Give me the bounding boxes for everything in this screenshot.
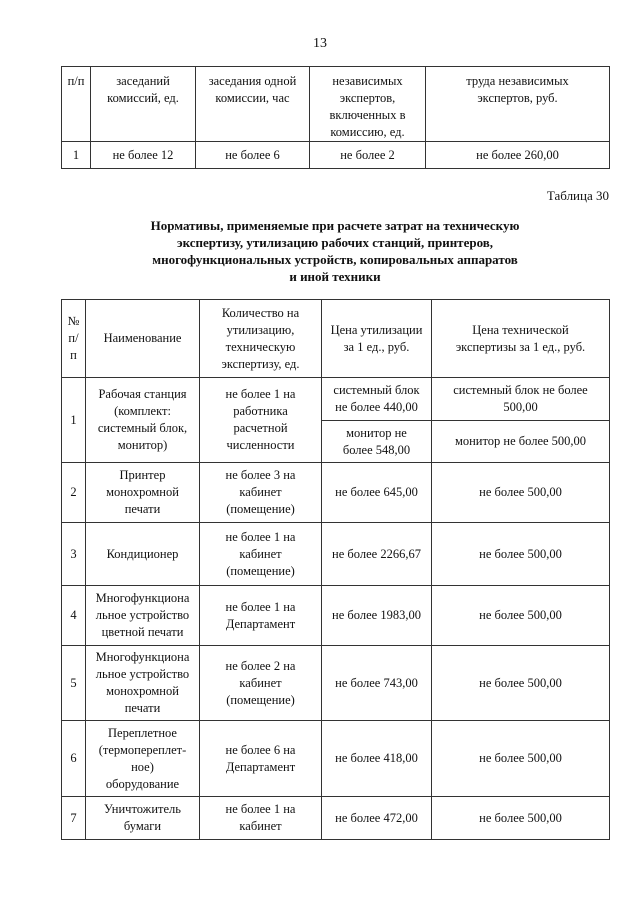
item-name: Переплетное (термопереплет- ное) оборудование xyxy=(86,721,200,797)
row-number: 7 xyxy=(62,797,86,840)
norms-table xyxy=(61,299,610,840)
table-row xyxy=(62,797,610,840)
header-cell: независимых экспертов, включенных в комиссию, ед. xyxy=(310,67,426,142)
header-cell: № п/ п xyxy=(62,300,86,378)
disposal-price-cell: не более 1983,00 xyxy=(322,586,432,646)
table-row xyxy=(62,142,610,169)
row-number: 4 xyxy=(62,586,86,646)
expertise-price-cell: не более 500,00 xyxy=(432,586,610,646)
row-number: 1 xyxy=(62,142,91,169)
disposal-price-cell: не более 472,00 xyxy=(322,797,432,840)
expertise-price-cell: не более 500,00 xyxy=(432,463,610,523)
header-cell: заседания одной комиссии, час xyxy=(196,67,310,142)
quantity-cell: не более 6 на Департамент xyxy=(200,721,322,797)
row-number: 6 xyxy=(62,721,86,797)
disposal-price-cell: не более 645,00 xyxy=(322,463,432,523)
page-number: 13 xyxy=(313,36,327,51)
table-row xyxy=(62,523,610,586)
table-header-row xyxy=(62,67,610,142)
quantity-cell: не более 1 на кабинет xyxy=(200,797,322,840)
item-name: Многофункциона льное устройство цветной печати xyxy=(86,586,200,646)
table-cell: не более 260,00 xyxy=(426,142,610,169)
header-cell: Наименование xyxy=(86,300,200,378)
item-name: Принтер монохромной печати xyxy=(86,463,200,523)
row-number: 1 xyxy=(62,378,86,463)
header-cell: Цена технической экспертизы за 1 ед., руб. xyxy=(432,300,610,378)
table-cell: не более 2 xyxy=(310,142,426,169)
item-name: Уничтожитель бумаги xyxy=(86,797,200,840)
table-label: Таблица 30 xyxy=(546,188,609,203)
disposal-price-cell: системный блок не более 440,00 xyxy=(322,378,432,421)
table-row xyxy=(62,378,610,421)
item-name: Многофункциона льное устройство монохромной печати xyxy=(86,646,200,721)
top-continuation-table xyxy=(61,66,610,169)
expertise-price-cell: не более 500,00 xyxy=(432,721,610,797)
table-row xyxy=(62,463,610,523)
disposal-price-cell: монитор не более 548,00 xyxy=(322,421,432,463)
quantity-cell: не более 2 на кабинет (помещение) xyxy=(200,646,322,721)
header-cell: Цена утилизации за 1 ед., руб. xyxy=(322,300,432,378)
disposal-price-cell: не более 418,00 xyxy=(322,721,432,797)
expertise-price-cell: не более 500,00 xyxy=(432,523,610,586)
item-name: Рабочая станция (комплект: системный блок, монитор) xyxy=(86,378,200,463)
item-name: Кондиционер xyxy=(86,523,200,586)
expertise-price-cell: монитор не более 500,00 xyxy=(432,421,610,463)
quantity-cell: не более 3 на кабинет (помещение) xyxy=(200,463,322,523)
row-number: 3 xyxy=(62,523,86,586)
row-number: 2 xyxy=(62,463,86,523)
header-cell: труда независимых экспертов, руб. xyxy=(426,67,610,142)
row-number: 5 xyxy=(62,646,86,721)
table-cell: не более 12 xyxy=(91,142,196,169)
disposal-price-cell: не более 2266,67 xyxy=(322,523,432,586)
disposal-price-cell: не более 743,00 xyxy=(322,646,432,721)
quantity-cell: не более 1 на кабинет (помещение) xyxy=(200,523,322,586)
table-header-row xyxy=(62,300,610,378)
expertise-price-cell: не более 500,00 xyxy=(432,797,610,840)
table-row xyxy=(62,586,610,646)
quantity-cell: не более 1 на работника расчетной численности xyxy=(200,378,322,463)
expertise-price-cell: системный блок не более 500,00 xyxy=(432,378,610,421)
table-row xyxy=(62,646,610,721)
header-cell: заседаний комиссий, ед. xyxy=(91,67,196,142)
table-title: Нормативы, применяемые при расчете затрат на техническую экспертизу, утилизацию рабочих станций, принтеров, многофункциональных устройств, копировальных аппаратов и иной техники xyxy=(150,218,520,284)
expertise-price-cell: не более 500,00 xyxy=(432,646,610,721)
table-cell: не более 6 xyxy=(196,142,310,169)
header-cell: Количество на утилизацию, техническую экспертизу, ед. xyxy=(200,300,322,378)
table-row xyxy=(62,721,610,797)
quantity-cell: не более 1 на Департамент xyxy=(200,586,322,646)
header-cell: п/п xyxy=(62,67,91,142)
